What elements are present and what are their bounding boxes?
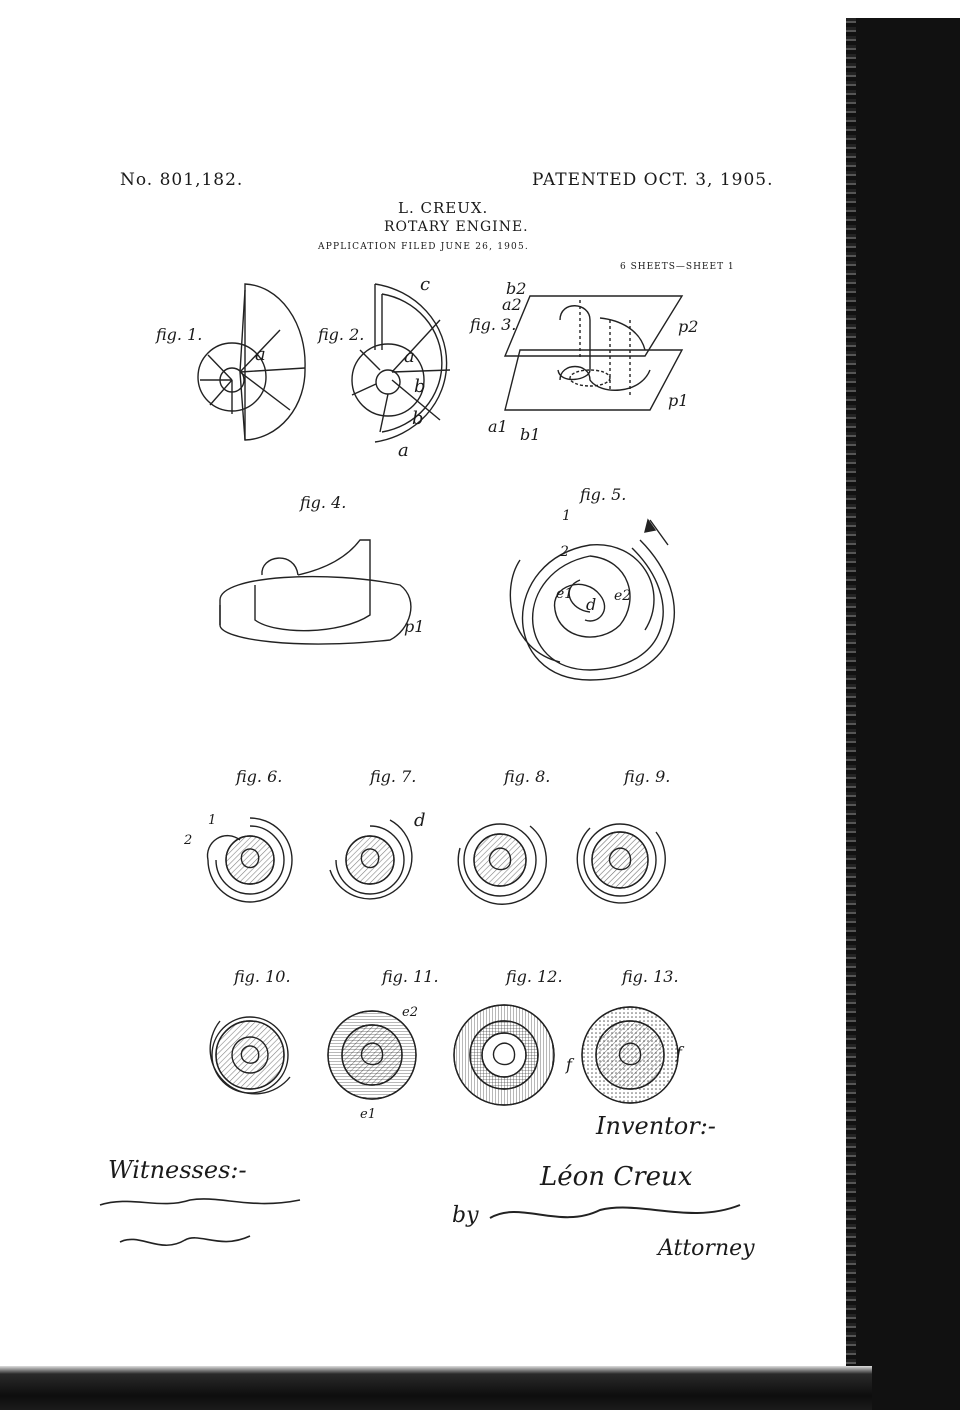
ref-e2-fig5: e2 (614, 588, 632, 604)
sheet-count: 6 SHEETS—SHEET 1 (620, 262, 735, 272)
ref-f-right: f (676, 1043, 682, 1062)
patent-title: ROTARY ENGINE. (384, 219, 529, 235)
ref-a-fig2: a (404, 346, 415, 367)
ref-e1-fig5: e1 (556, 586, 574, 602)
by-label: by (452, 1203, 479, 1228)
figure-1-drawing (198, 284, 305, 440)
ref-a2: a2 (502, 295, 522, 314)
ref-b-fig2-upper: b (414, 376, 426, 397)
fig-8-label: fig. 8. (504, 767, 551, 786)
figure-4-drawing (220, 540, 411, 644)
ref-d-fig5: d (586, 595, 597, 614)
ref-1-fig6: 1 (208, 813, 217, 828)
ref-1-fig5: 1 (562, 508, 571, 524)
witness-signature-1 (100, 1199, 300, 1205)
fig-13-label: fig. 13. (622, 967, 679, 986)
attorney-signature (490, 1205, 740, 1218)
ref-d-fig7: d (414, 810, 426, 831)
figure-2-drawing (352, 284, 450, 442)
ref-p1-fig4: p1 (404, 617, 425, 636)
ref-f-left: f (566, 1055, 572, 1074)
ref-b1: b1 (520, 425, 541, 444)
inventor-name: Léon Creux (540, 1162, 693, 1192)
ref-a1: a1 (488, 417, 508, 436)
ref-b2: b2 (506, 279, 527, 298)
fig-7-label: fig. 7. (370, 767, 417, 786)
figures-10-13-drawing (210, 1005, 678, 1105)
witnesses-label: Witnesses:- (108, 1156, 247, 1184)
fig-9-label: fig. 9. (624, 767, 671, 786)
figure-3-drawing (505, 296, 682, 410)
witness-signature-2 (120, 1236, 250, 1245)
fig-3-label: fig. 3. (470, 315, 517, 334)
fig-4-label: fig. 4. (300, 493, 347, 512)
fig-10-label: fig. 10. (234, 967, 291, 986)
ref-a-fig1: a (255, 344, 266, 365)
ref-p2: p2 (678, 317, 699, 336)
inventor-label: Inventor:- (596, 1112, 716, 1140)
ref-2-fig5: 2 (560, 544, 569, 560)
ref-b-fig2-lower: b (412, 408, 424, 429)
fig-6-label: fig. 6. (236, 767, 283, 786)
fig-12-label: fig. 12. (506, 967, 563, 986)
ref-c: c (420, 274, 431, 295)
application-filed: APPLICATION FILED JUNE 26, 1905. (318, 242, 529, 252)
inventor-short: L. CREUX. (398, 199, 489, 217)
ref-e1-fig11: e1 (360, 1107, 376, 1122)
ref-e2-fig11: e2 (402, 1005, 418, 1020)
attorney-label: Attorney (658, 1236, 755, 1261)
fig-5-label: fig. 5. (580, 485, 627, 504)
fig-2-label: fig. 2. (318, 325, 365, 344)
ref-2-fig6: 2 (184, 833, 193, 848)
figures-6-9-drawing (208, 818, 666, 904)
ref-a-fig2-lower: a (398, 440, 409, 461)
patent-number: No. 801,182. (120, 170, 244, 190)
ref-p1-fig3: p1 (668, 391, 689, 410)
fig-11-label: fig. 11. (382, 967, 439, 986)
fig-1-label: fig. 1. (156, 325, 203, 344)
patent-date: PATENTED OCT. 3, 1905. (532, 170, 774, 190)
